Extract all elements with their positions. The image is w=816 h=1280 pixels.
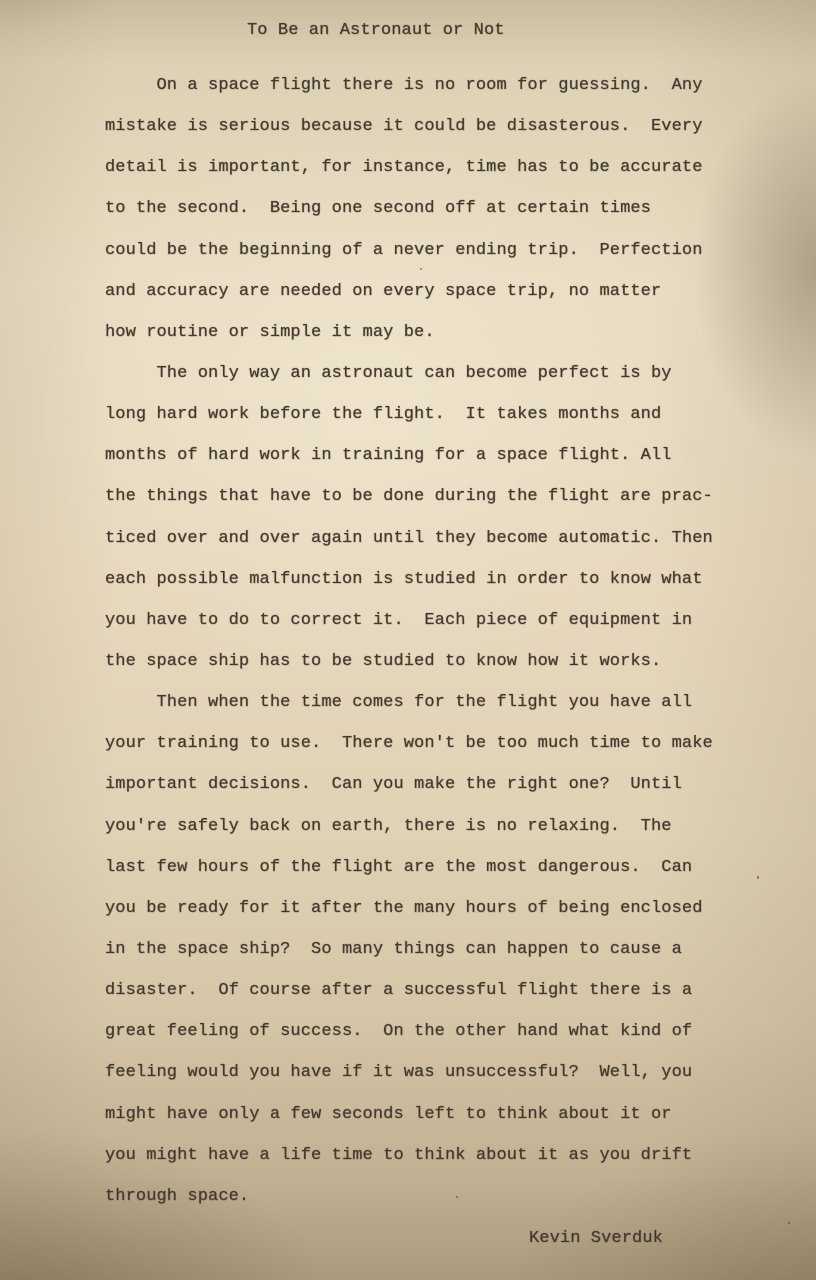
typed-line: how routine or simple it may be. xyxy=(105,322,435,342)
typed-line: ticed over and over again until they become automatic. Then xyxy=(105,528,713,548)
typed-line: you have to do to correct it. Each piece of equipment in xyxy=(105,610,693,630)
paper-speck xyxy=(420,268,422,270)
paper-speck xyxy=(757,876,759,879)
typed-line: you be ready for it after the many hours of being enclosed xyxy=(105,898,703,918)
document-title: To Be an Astronaut or Not xyxy=(247,21,505,40)
typed-line: and accuracy are needed on every space trip, no matter xyxy=(105,281,662,301)
typed-line: The only way an astronaut can become perfect is by xyxy=(105,363,672,383)
typed-line: you're safely back on earth, there is no relaxing. The xyxy=(105,816,672,836)
typed-line: the space ship has to be studied to know how it works. xyxy=(105,651,662,671)
typed-line: last few hours of the flight are the most dangerous. Can xyxy=(105,857,693,877)
typed-line: long hard work before the flight. It takes months and xyxy=(105,405,662,425)
typed-line: your training to use. There won't be too much time to make xyxy=(105,734,713,754)
typed-line: through space. xyxy=(105,1186,250,1206)
typed-line: you might have a life time to think about it as you drift xyxy=(105,1145,693,1165)
paper-speck xyxy=(456,1196,458,1198)
paper-speck xyxy=(788,1222,790,1224)
typed-line: mistake is serious because it could be disasterous. Every xyxy=(105,117,703,137)
typed-line: in the space ship? So many things can happen to cause a xyxy=(105,939,682,959)
typed-line: On a space flight there is no room for guessing. Any xyxy=(105,76,703,95)
typed-line: the things that have to be done during the flight are prac- xyxy=(105,487,713,507)
typed-line: great feeling of success. On the other hand what kind of xyxy=(105,1022,693,1042)
author-signature: Kevin Sverduk xyxy=(529,1229,663,1248)
document-body xyxy=(105,65,755,1217)
typed-line: months of hard work in training for a space flight. All xyxy=(105,446,672,466)
typed-line: Then when the time comes for the flight you have all xyxy=(105,693,693,713)
typed-line: might have only a few seconds left to think about it or xyxy=(105,1104,672,1124)
typed-line: to the second. Being one second off at certain times xyxy=(105,199,651,219)
typed-line: detail is important, for instance, time has to be accurate xyxy=(105,158,703,178)
typed-line: important decisions. Can you make the right one? Until xyxy=(105,775,682,795)
typed-line: could be the beginning of a never ending trip. Perfection xyxy=(105,240,703,260)
typed-line: each possible malfunction is studied in order to know what xyxy=(105,569,703,589)
typed-line: disaster. Of course after a successful flight there is a xyxy=(105,981,693,1001)
typed-line: feeling would you have if it was unsuccessful? Well, you xyxy=(105,1063,693,1083)
